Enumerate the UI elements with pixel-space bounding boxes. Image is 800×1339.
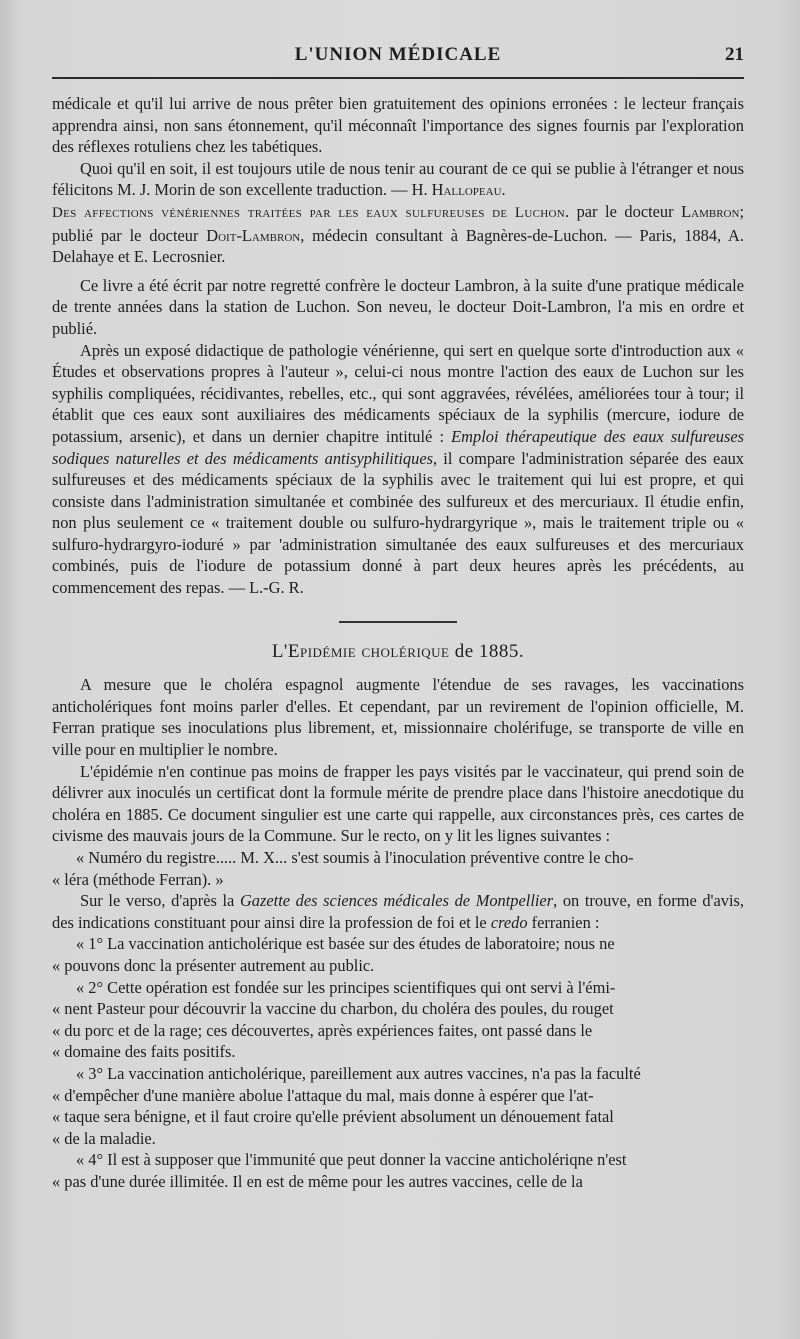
header-rule [52, 77, 744, 79]
avis-item-2-line-4: « domaine des faits positifs. [52, 1042, 236, 1062]
review-heading-text-2: ; publié par le docteur [52, 201, 744, 245]
page-header [52, 44, 744, 74]
review-editor: Doit-Lambron [206, 225, 301, 245]
review-heading-text-1: . par le docteur [564, 201, 682, 221]
avis-item-4-line-1: « 4° Il est à supposer que l'immunité que peut donner la vaccine anticholériqne n'est [76, 1150, 627, 1170]
credo-word: credo [490, 912, 528, 932]
section-title [52, 641, 744, 663]
avis-item-3-line-4: « de la maladie. [52, 1128, 156, 1148]
section-title-rest: de 1885. [454, 640, 525, 662]
page-number: 21 [725, 44, 744, 65]
review-paragraph-1: Ce livre a été écrit par notre regretté confrère le docteur Lambron, à la suite d'une pratique médicale de trente années dans la station de Luchon. Son neveu, le docteur Doit-Lambron, l'a mis en ordre et publié. [52, 275, 744, 338]
avis-item-3-line-3: « taque sera bénigne, et il faut croire qu'elle prévient absolument un dénouement fatal [52, 1107, 614, 1127]
review-paragraph-2 [52, 340, 744, 599]
avis-item-3-line-2: « d'empêcher d'une manière abolue l'attaque du mal, mais donne à espérer que l'at- [52, 1085, 594, 1105]
section-title-word-2: cholérique [361, 640, 450, 662]
intro-paragraph-2-text: Quoi qu'il en soit, il est toujours utile de nous tenir au courant de ce qui se publie à l'étranger et nous félicitons M. J. Morin de son excellente traduction. — H. [52, 158, 744, 200]
review-paragraph-2-end: , il compare l'administration séparée des eaux sulfureuses et des médicaments spéciaux de la syphilis avec le traitement qui lui est propre, et qui consiste dans l'administration simultanée et combinée des sulfureux et des mercuriaux. Il étudie enfin, non plus seulement ce « traitement double ou sulfuro-hydrargyrique », mais le traitement triple ou « sulfuro-hydrargyro-ioduré » par 'administration simultanée des eaux sulfureuses et des mercuriaux combinés, puis de l'iodure de potassium donné à part deux heures après les précédents, au commencement des repas. — L.-G. R. [52, 448, 744, 598]
avis-item-4-line-2: « pas d'une durée illimitée. Il en est de même pour les autres vaccines, celle de la [52, 1171, 583, 1191]
review-author: Lambron [681, 201, 740, 221]
avis-item-1-line-1: « 1° La vaccination anticholérique est basée sur des études de laboratoire; nous ne [76, 934, 615, 954]
review-chapter-title: Emploi thérapeutique des eaux sulfureuses sodiques naturelles et des médicaments antisyphilitiques [52, 426, 744, 468]
section-paragraph-1: A mesure que le choléra espagnol augmente l'étendue de ses ravages, les vaccinations anticholériques font moins parler d'elles. Et cependant, par un revirement de l'opinion officielle, M. Ferran pratique ses inoculations plus librement, et, missionnaire cholérifuge, se transporte de ville en ville pour en multiplier le nombre. [52, 675, 744, 760]
recto-quote-line-1: « Numéro du registre..... M. X... s'est soumis à l'inoculation préventive contre le cho- [76, 848, 634, 867]
avis-item-2-line-2: « nent Pasteur pour découvrir la vaccine du charbon, du choléra des poules, du rouget [52, 999, 614, 1019]
review-heading [52, 201, 744, 268]
intro-paragraph-1: médicale et qu'il lui arrive de nous prêter bien gratuitement des opinions erronées : le lecteur français apprendra ainsi, non sans étonnement, qu'il méconnaît l'importance des signes fournis par l'exploration des réflexes rotuliens chez les tabétiques. [52, 94, 744, 157]
journal-title: Gazette des sciences médicales de Montpellier [239, 891, 554, 911]
section-paragraph-3-end: ferranien : [527, 912, 600, 932]
avis-item-3-line-1: « 3° La vaccination anticholérique, pareillement aux autres vaccines, n'a pas la faculté [76, 1063, 641, 1083]
section-paragraph-3-mid: , on trouve, en forme d'avis, des indications constituant pour ainsi dire la profession de foi et le [52, 891, 745, 932]
recto-quote-line-2: « léra (méthode Ferran). » [52, 869, 224, 889]
page-body [52, 93, 744, 1193]
avis-item-2-line-1: « 2° Cette opération est fondée sur les principes scientifiques qui ont servi à l'émi- [76, 977, 616, 997]
section-title-prefix: L' [271, 640, 288, 662]
review-heading-text-3: , médecin consultant à Bagnères-de-Luchon. — Paris, 1884, A. Delahaye et E. Lecrosnier. [52, 225, 744, 267]
section-paragraph-3-start: Sur le verso, d'après la [80, 891, 240, 911]
avis-item-1-line-2: « pouvons donc la présenter autrement au public. [52, 955, 375, 975]
review-paragraph-2-start: Après un exposé didactique de pathologie vénérienne, qui sert en quelque sorte d'introduction aux « Études et observations propres à l'auteur », celui-ci nous montre l'action des eaux de Luchon sur les syphilis compliquées, récidivantes, rebelles, etc., qui sont aggravées, révélées, améliorées tour à tour; il établit que ces eaux sont auxiliaires des médicaments spéciaux de la syphilis (mercure, iodure de potassium, arsenic), et dans un dernier chapitre intitulé : [52, 340, 744, 446]
section-paragraph-2: L'épidémie n'en continue pas moins de frapper les pays visités par le vaccinateur, qui prend soin de délivrer aux inoculés un certificat dont la formule mérite de prendre place dans l'histoire anecdotique du choléra en 1885. Ce document singulier est une carte qui rappelle, aux circonstances près, ces cartes de civisme des mauvais jours de la Commune. Sur le recto, on y lit les lignes suivantes : [52, 761, 744, 846]
review-book-title: Des affections vénériennes traitées par les eaux sulfureuses de Luchon [52, 204, 565, 221]
intro-paragraph-2 [52, 158, 744, 201]
section-title-word-1: Epidémie [287, 640, 357, 662]
running-title: L'UNION MÉDICALE [294, 44, 502, 65]
spacer [52, 268, 744, 275]
avis-item-2-line-3: « du porc et de la rage; ces découvertes, après expériences faites, ont passé dans le [52, 1020, 593, 1040]
section-paragraph-3 [52, 890, 744, 933]
section-divider [339, 621, 457, 623]
signature: Hallopeau. [431, 180, 506, 200]
